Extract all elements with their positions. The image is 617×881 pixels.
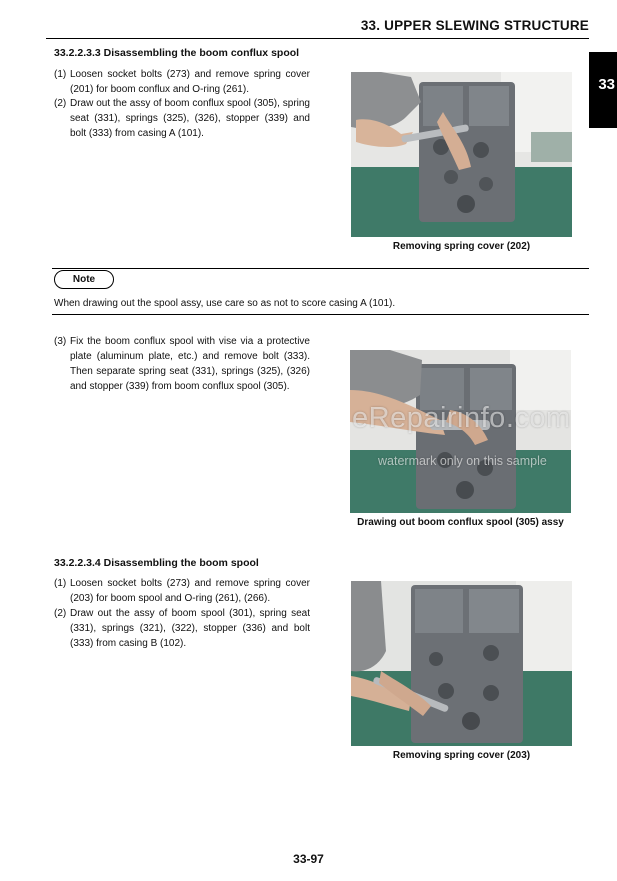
step-item <box>54 576 310 606</box>
step-text: Draw out the assy of boom spool (301), spring seat (331), springs (321), (322), stopper (336) and bolt (333) from casing B (102). <box>70 608 310 649</box>
photo-illustration <box>351 581 572 746</box>
photo-illustration <box>351 72 572 237</box>
step-number: (3) <box>54 336 67 347</box>
section-title-conflux: 33.2.2.3.3 Disassembling the boom conflux spool <box>54 47 300 59</box>
photo-drawing-out-conflux-spool <box>350 350 571 513</box>
photo-caption: Drawing out boom conflux spool (305) assy <box>357 517 564 528</box>
section-title-boom-spool: 33.2.2.3.4 Disassembling the boom spool <box>54 557 259 569</box>
step-item <box>54 334 310 394</box>
note-top-rule <box>52 268 589 269</box>
chapter-header-title: 33. UPPER SLEWING STRUCTURE <box>360 18 589 33</box>
step-text: Loosen socket bolts (273) and remove spring cover (201) for boom conflux and O-ring (261). <box>70 69 310 95</box>
chapter-tab-label: 33 <box>598 76 615 93</box>
step-number: (2) <box>54 608 67 619</box>
note-text: When drawing out the spool assy, use care so as not to score casing A (101). <box>54 298 396 309</box>
photo-caption: Removing spring cover (203) <box>392 750 531 761</box>
note-bottom-rule <box>52 314 589 315</box>
watermark-brand: eRepairinfo.com <box>352 402 571 434</box>
photo-removing-spring-cover-203 <box>351 581 572 746</box>
photo-removing-spring-cover-202 <box>351 72 572 237</box>
step-item <box>54 96 310 141</box>
step-text: Loosen socket bolts (273) and remove spring cover (203) for boom spool and O-ring (261), (266). <box>70 578 310 604</box>
step-number: (2) <box>54 98 67 109</box>
photo-caption: Removing spring cover (202) <box>392 241 531 252</box>
step-number: (1) <box>54 578 67 589</box>
page-number: 33-97 <box>293 852 324 866</box>
step-text: Fix the boom conflux spool with vise via a protective plate (aluminum plate, etc.) and remove bolt (333). Then separate spring seat (331), springs (325), (326) and stopper (339) from boom conflux spool (305). <box>70 336 310 392</box>
step-text: Draw out the assy of boom conflux spool (305), spring seat (331), springs (325), (326), stopper (339) and bolt (333) from casing A (101). <box>70 98 310 139</box>
step-number: (1) <box>54 69 67 80</box>
step-item <box>54 67 310 97</box>
note-badge <box>54 270 114 289</box>
note-label: Note <box>72 274 96 285</box>
watermark-note: watermark only on this sample <box>378 454 547 468</box>
header-rule <box>46 38 589 39</box>
step-item <box>54 606 310 651</box>
chapter-tab <box>589 52 617 128</box>
